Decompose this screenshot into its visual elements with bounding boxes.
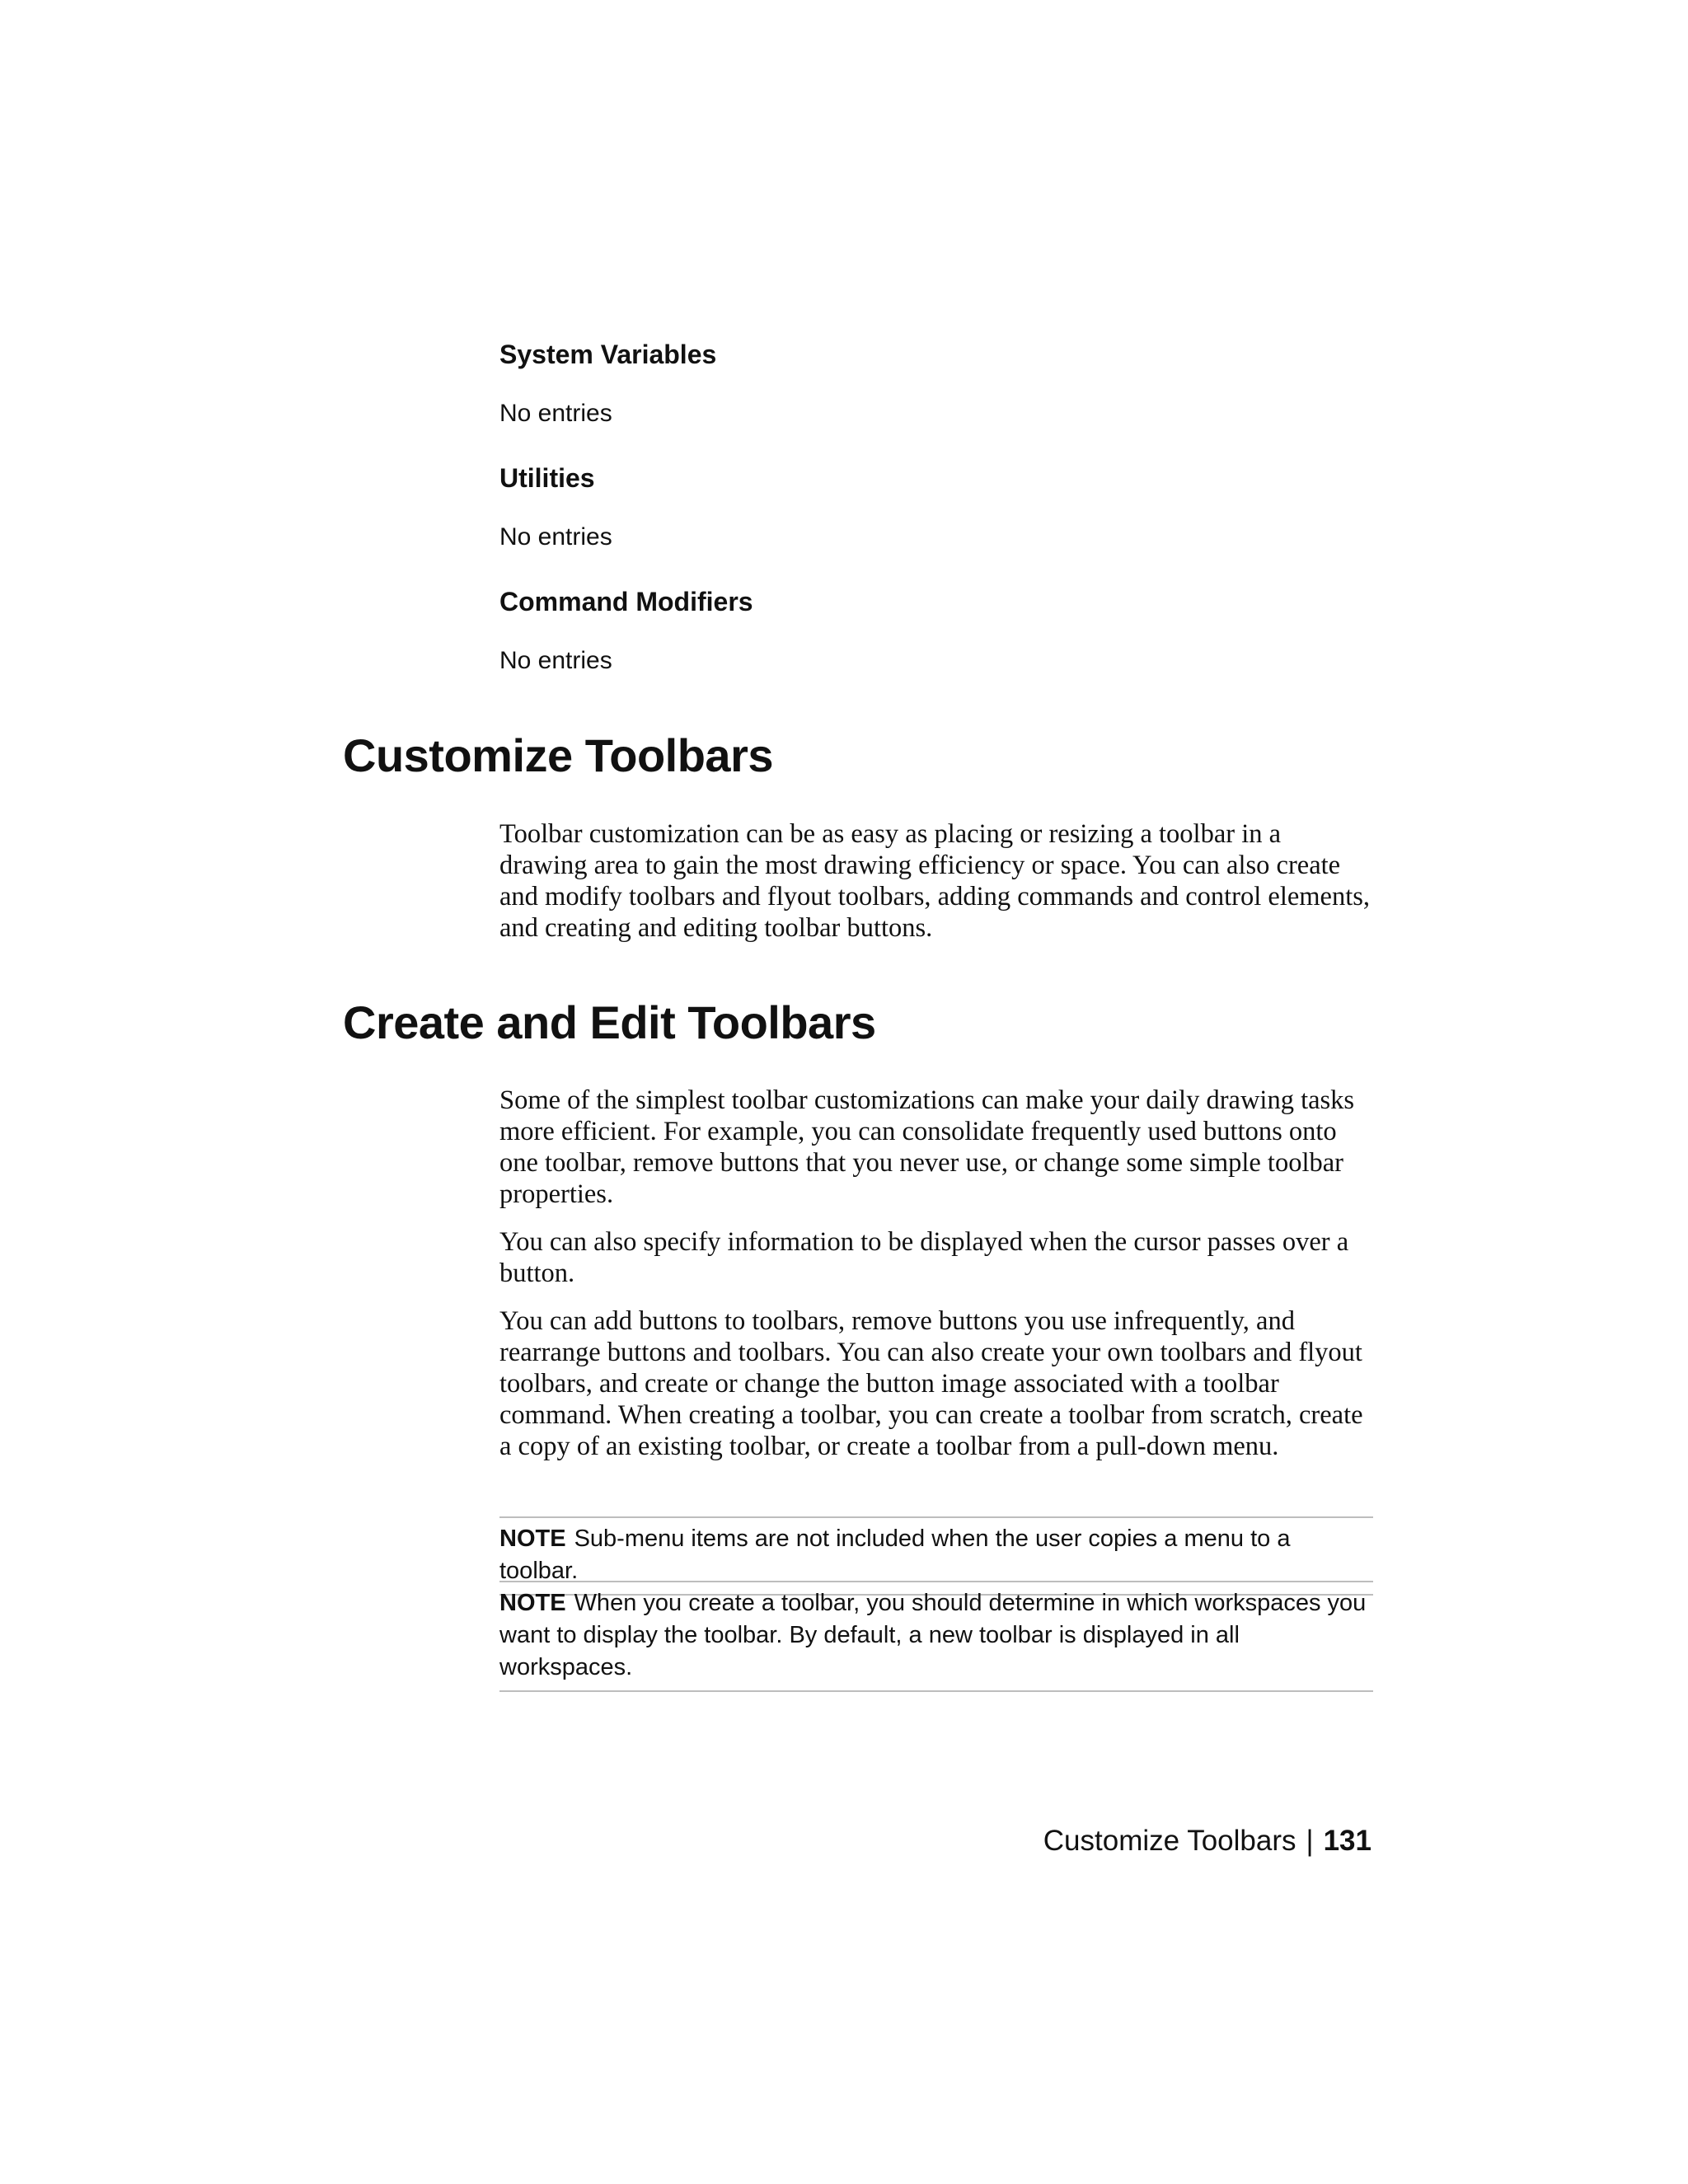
create-edit-toolbars-body — [499, 1085, 1373, 1462]
create-edit-paragraph-2: You can also specify information to be displayed when the cursor passes over a button. — [499, 1227, 1349, 1288]
system-variables-heading: System Variables — [499, 340, 717, 369]
customize-toolbars-title: Customize Toolbars — [343, 729, 774, 781]
utilities-text: No entries — [499, 523, 612, 551]
customize-toolbars-body — [499, 818, 1373, 944]
note-text: When you create a toolbar, you should determine in which workspaces you want to display the toolbar. By default, a new toolbar is displayed in all workspaces. — [499, 1590, 1367, 1680]
system-variables-section — [499, 338, 1373, 430]
note-box-2 — [499, 1581, 1373, 1692]
page-number: 131 — [1323, 1825, 1372, 1857]
command-modifiers-text: No entries — [499, 647, 612, 674]
note-label: NOTE — [499, 1590, 566, 1616]
create-edit-paragraph-1: Some of the simplest toolbar customizations can make your daily drawing tasks more efficient. For example, you can consolidate frequently used buttons onto one toolbar, remove buttons that you never use, or change some simple toolbar properties. — [499, 1085, 1355, 1209]
footer-separator: | — [1306, 1825, 1314, 1857]
page-footer — [1043, 1823, 1372, 1859]
create-edit-paragraph-3: You can add buttons to toolbars, remove buttons you use infrequently, and rearrange buttons and toolbars. You can also create your own toolbars and flyout toolbars, and create or change the button image associated with a toolbar command. When creating a toolbar, you can create a toolbar from scratch, create a copy of an existing toolbar, or create a toolbar from a pull-down menu. — [499, 1306, 1363, 1461]
utilities-heading: Utilities — [499, 463, 595, 493]
note-text: Sub-menu items are not included when the user copies a menu to a toolbar. — [499, 1526, 1291, 1584]
note-label: NOTE — [499, 1526, 566, 1552]
utilities-section — [499, 462, 1373, 554]
command-modifiers-section — [499, 585, 1373, 677]
command-modifiers-heading: Command Modifiers — [499, 587, 753, 616]
system-variables-text: No entries — [499, 400, 612, 427]
footer-section-title: Customize Toolbars — [1043, 1825, 1296, 1857]
create-edit-toolbars-title: Create and Edit Toolbars — [343, 996, 876, 1048]
customize-toolbars-paragraph: Toolbar customization can be as easy as placing or resizing a toolbar in a drawing area to gain the most drawing efficiency or space. You can also create and modify toolbars and flyout toolbars, adding commands and control elements, and creating and editing toolbar buttons. — [499, 819, 1371, 943]
